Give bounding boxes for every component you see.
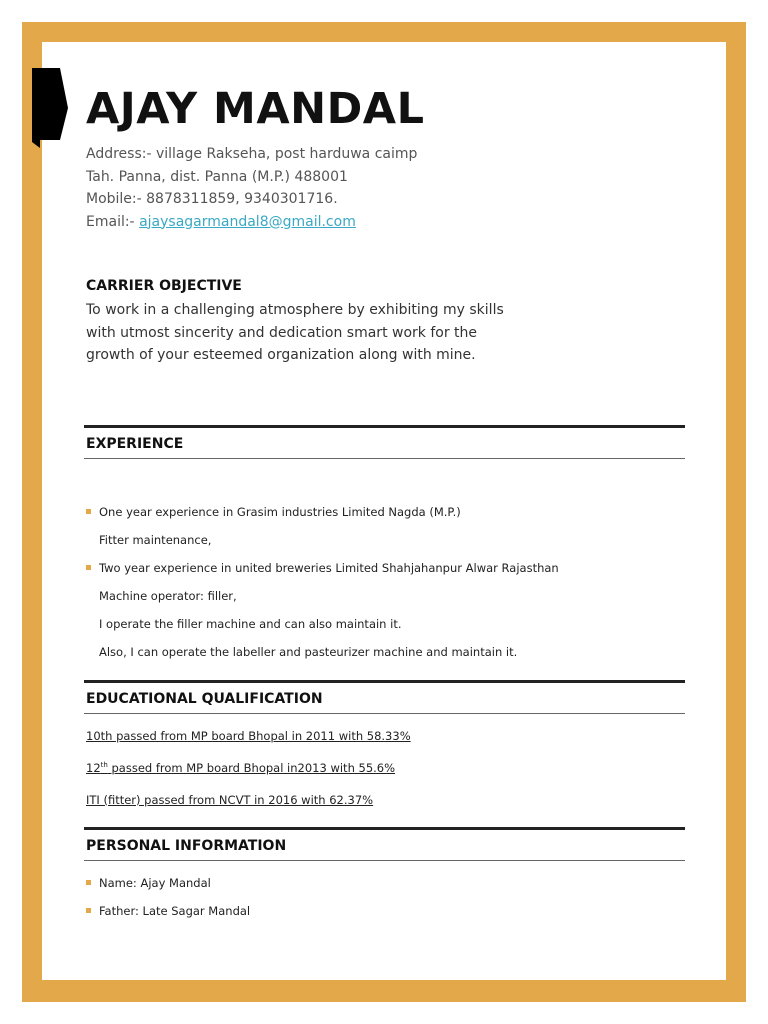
bullet-icon	[86, 509, 91, 514]
bullet-icon	[86, 908, 91, 913]
bullet-icon	[86, 880, 91, 885]
email-row	[86, 211, 417, 234]
objective-line: To work in a challenging atmosphere by exhibiting my skills	[86, 302, 504, 318]
education-title: EDUCATIONAL QUALIFICATION	[86, 691, 323, 707]
objective-line: growth of your esteemed organization along with mine.	[86, 347, 476, 363]
header-tab-marker	[32, 68, 68, 148]
objective-line: with utmost sincerity and dedication smart work for the	[86, 324, 478, 341]
objective-text	[86, 299, 506, 367]
address-line-1: Address:- village Rakseha, post harduwa caimp	[86, 146, 418, 162]
personal-section-header	[84, 827, 685, 861]
section-rule	[84, 713, 685, 714]
resume-name: AJAY MANDAL	[86, 84, 425, 134]
section-rule	[84, 458, 685, 459]
email-label: Email:-	[86, 213, 140, 230]
education-row: ITI (fitter) passed from NCVT in 2016 with 62.37%	[86, 793, 374, 807]
education-row: 10th passed from MP board Bhopal in 2011 with 58.33%	[86, 729, 411, 743]
bullet-icon	[86, 565, 91, 570]
address-line-2: Tah. Panna, dist. Panna (M.P.) 488001	[86, 168, 348, 185]
section-rule	[84, 860, 685, 861]
contact-block	[86, 143, 417, 233]
mobile: Mobile:- 8878311859, 9340301716.	[86, 191, 338, 207]
education-section-header	[84, 680, 685, 714]
objective-title: CARRIER OBJECTIVE	[86, 278, 242, 294]
experience-section-header	[84, 425, 685, 459]
personal-title: PERSONAL INFORMATION	[86, 838, 287, 854]
email-link[interactable]: ajaysagarmandal8@gmail.com	[139, 213, 356, 230]
experience-title: EXPERIENCE	[86, 436, 184, 452]
education-row: 12th passed from MP board Bhopal in2013 with 55.6%	[86, 761, 396, 775]
